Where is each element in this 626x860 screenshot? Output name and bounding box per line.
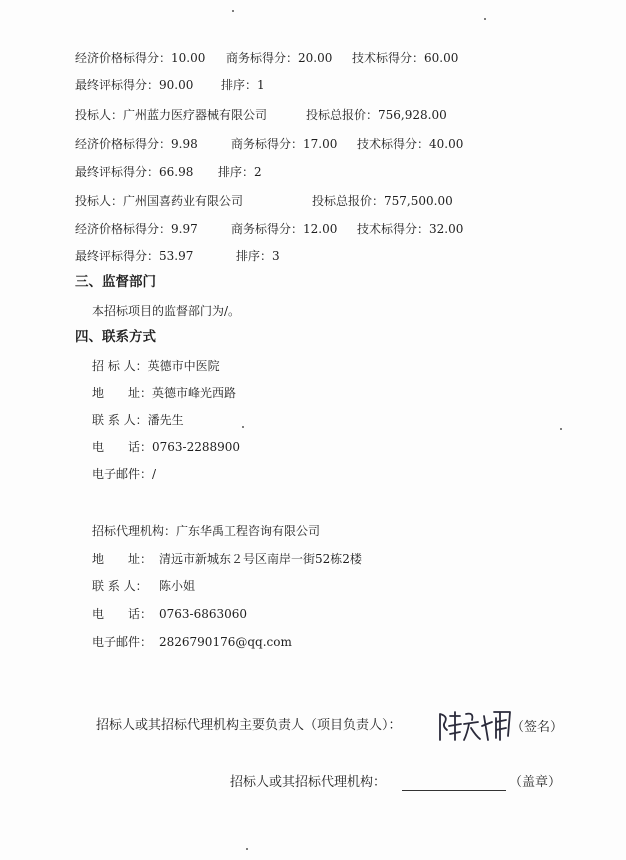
bidder-name-line: 投标人：广州国喜药业有限公司 — [75, 194, 244, 208]
scan-speck — [560, 428, 562, 430]
bid-price-line: 投标总报价：756,928.00 — [306, 108, 447, 122]
scan-speck — [484, 18, 486, 20]
signature-name — [0, 0, 1, 1]
business-score-line: 商务标得分：20.00 — [226, 51, 333, 65]
agency-name-line: 招标代理机构：广东华禹工程咨询有限公司 — [92, 524, 321, 538]
seal-blank-line — [402, 790, 506, 791]
seal-suffix: （盖章） — [509, 775, 562, 790]
agency-email-line: 电子邮件： 2826790176@qq.com — [92, 635, 292, 649]
scan-speck — [246, 848, 248, 850]
agency-address-line: 地 址： 清远市新城东２号区南岸一街52栋2楼 — [92, 552, 362, 566]
tenderer-contact-line: 联 系 人：潘先生 — [92, 413, 184, 427]
rank-line: 排序：2 — [218, 165, 262, 179]
final-score-line: 最终评标得分：53.97 — [75, 249, 194, 263]
tenderer-address-line: 地 址：英德市峰光西路 — [92, 386, 237, 400]
section-heading-supervision: 三、监督部门 — [75, 274, 156, 290]
bid-price-line: 投标总报价：757,500.00 — [312, 194, 453, 208]
economic-score-line: 经济价格标得分：10.00 — [75, 51, 206, 65]
handwritten-signature-icon — [436, 706, 516, 746]
final-score-line: 最终评标得分：66.98 — [75, 165, 194, 179]
tenderer-phone-line: 电 话：0763-2288900 — [92, 440, 241, 454]
business-score-line: 商务标得分：17.00 — [231, 137, 338, 151]
section-heading-contacts: 四、联系方式 — [75, 329, 156, 345]
tenderer-email-line: 电子邮件：/ — [92, 467, 157, 481]
supervision-text: 本招标项目的监督部门为/。 — [92, 304, 241, 318]
rank-line: 排序：1 — [221, 78, 265, 92]
technical-score-line: 技术标得分：32.00 — [357, 222, 464, 236]
sign-suffix: （签名） — [511, 720, 564, 735]
seal-label: 招标人或其招标代理机构： — [230, 775, 387, 790]
responsible-person-label: 招标人或其招标代理机构主要负责人（项目负责人）： — [96, 718, 402, 733]
business-score-line: 商务标得分：12.00 — [231, 222, 338, 236]
tenderer-name-line: 招 标 人：英德市中医院 — [92, 359, 220, 373]
rank-line: 排序：3 — [236, 249, 280, 263]
scan-speck — [242, 426, 244, 428]
agency-phone-line: 电 话： 0763-6863060 — [92, 607, 248, 621]
economic-score-line: 经济价格标得分：9.98 — [75, 137, 198, 151]
final-score-line: 最终评标得分：90.00 — [75, 78, 194, 92]
agency-contact-line: 联 系 人： 陈小姐 — [92, 579, 196, 593]
scan-speck — [232, 10, 234, 12]
bidder-name-line: 投标人：广州蓝力医疗器械有限公司 — [75, 108, 268, 122]
technical-score-line: 技术标得分：40.00 — [357, 137, 464, 151]
technical-score-line: 技术标得分：60.00 — [352, 51, 459, 65]
economic-score-line: 经济价格标得分：9.97 — [75, 222, 198, 236]
